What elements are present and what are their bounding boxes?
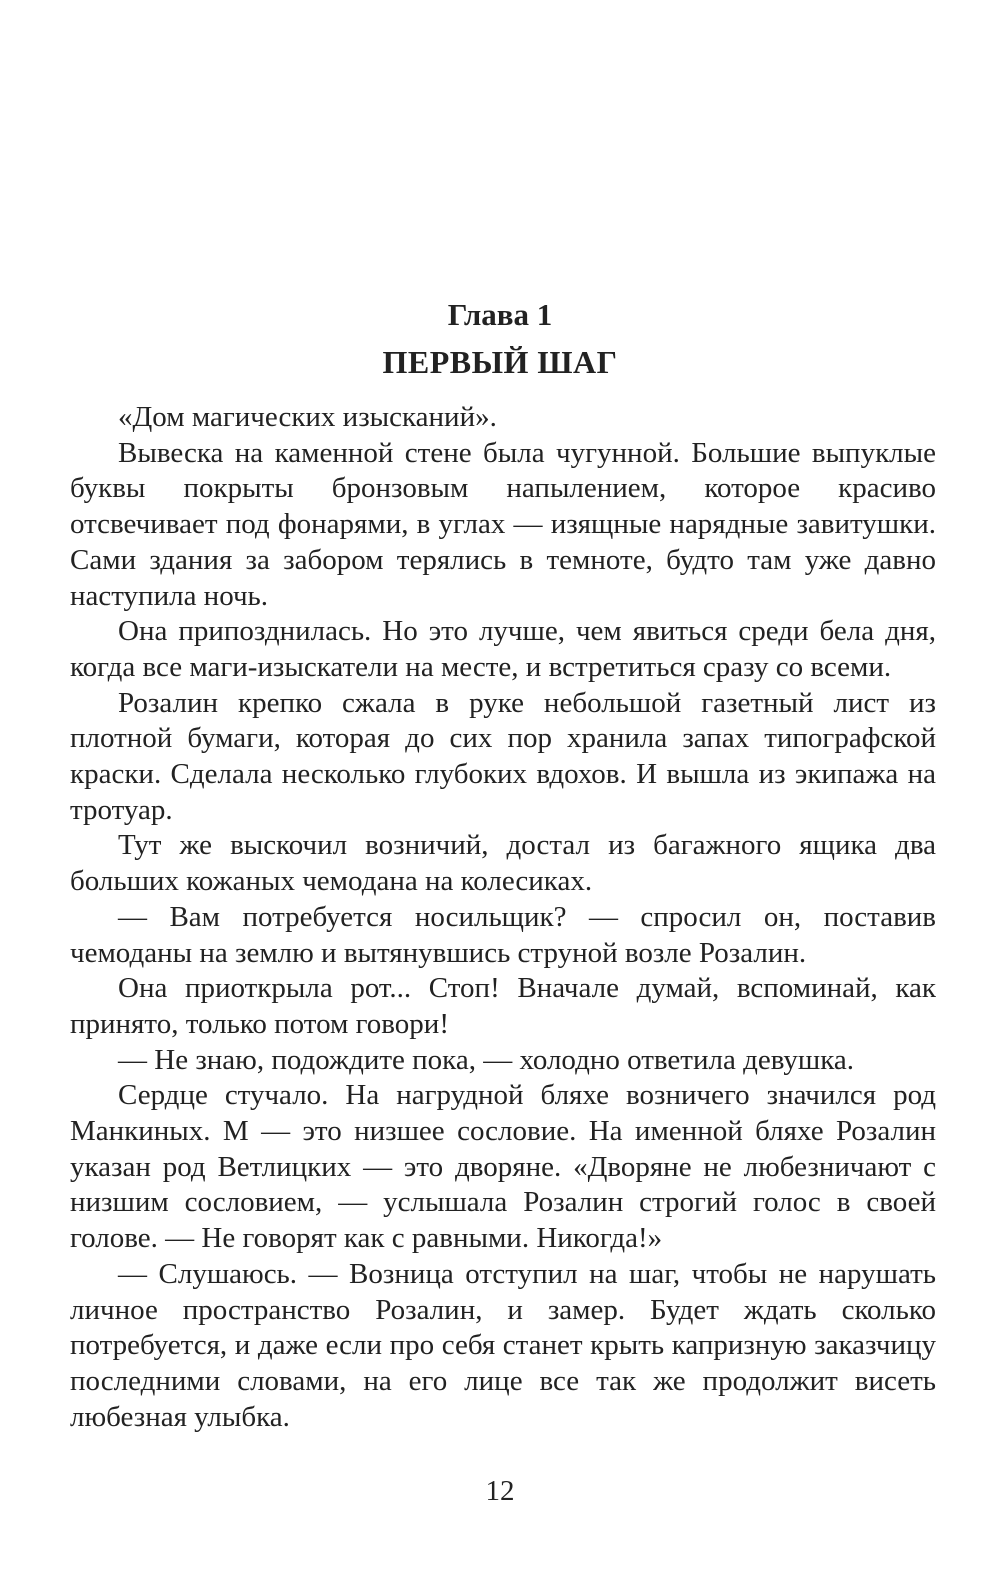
chapter-label: Глава 1 xyxy=(447,297,553,332)
chapter-title: ПЕРВЫЙ ШАГ xyxy=(382,344,618,380)
paragraph: Она приоткрыла рот... Стоп! Вначале думай, вспоминай, как принято, только потом говори! xyxy=(70,972,936,1040)
chapter-body xyxy=(70,400,936,1435)
page-number: 12 xyxy=(485,1475,515,1507)
paragraph: Тут же выскочил возничий, достал из багажного ящика два больших кожаных чемодана на колесиках. xyxy=(70,829,936,898)
paragraph: Она припозднилась. Но это лучше, чем явиться среди бела дня, когда все маги-изыскатели на месте, и встретиться сразу со всеми. xyxy=(70,615,936,683)
paragraph: Сердце стучало. На нагрудной бляхе возничего значился род Манкиных. М — это низшее сословие. На именной бляхе Розалин указан род Ветлицких — это дворяне. «Дворяне не любезничают с низшим сословием, — услышала Розалин строгий голос в своей голове. — Не говорят как с равными. Никогда!» xyxy=(70,1079,936,1255)
paragraph: Вывеска на каменной стене была чугунной. Большие выпуклые буквы покрыты бронзовым напылением, которое красиво отсвечивает под фонарями, в углах — изящные нарядные завитушки. Сами здания за забором терялись в темноте, будто там уже давно наступила ночь. xyxy=(70,436,936,612)
paragraph: — Не знаю, подождите пока, — холодно ответила девушка. xyxy=(118,1043,855,1076)
paragraph: «Дом магических изысканий». xyxy=(118,401,497,433)
paragraph: Розалин крепко сжала в руке небольшой газетный лист из плотной бумаги, которая до сих пор хранила запах типографской краски. Сделала несколько глубоких вдохов. И вышла из экипажа на тротуар. xyxy=(70,686,936,826)
paragraph: — Слушаюсь. — Возница отступил на шаг, чтобы не нарушать личное пространство Розалин, и замер. Будет ждать сколько потребуется, и даже если про себя станет крыть капризную заказчицу последними словами, на его лице все так же продолжит висеть любезная улыбка. xyxy=(70,1257,936,1433)
paragraph: — Вам потребуется носильщик? — спросил он, поставив чемоданы на землю и вытянувшись струной возле Розалин. xyxy=(70,900,936,969)
